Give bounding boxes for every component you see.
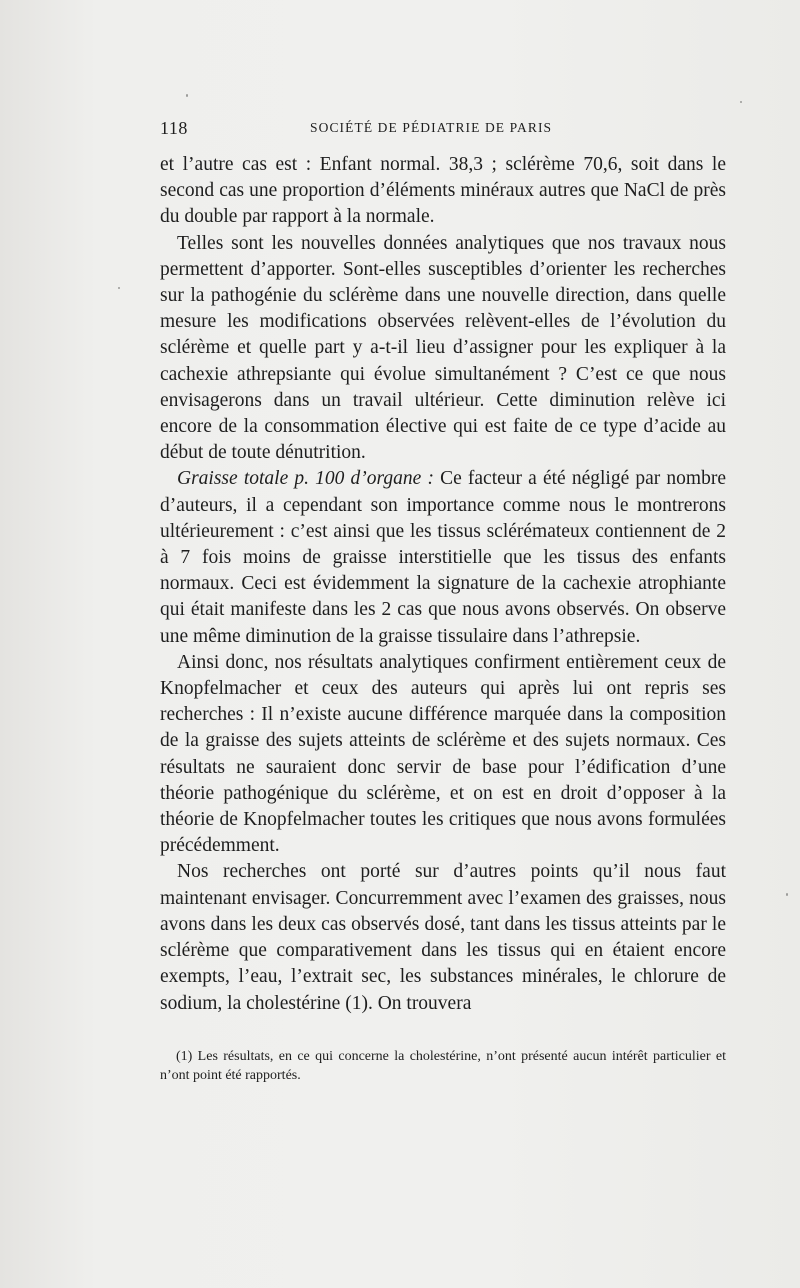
paragraph-3-text: Ce facteur a été négligé par nombre d’auteurs, il a cependant son importance comme nous le montrerons ultérieurement : c’est ainsi que les tissus sclérémateux contiennent de 2 à 7 fois moins de graisse interstitielle que les tissus des enfants normaux. Ceci est évidemment la signature de la cachexie atrophiante qui était manifeste dans les 2 cas que nous avons observés. On observe une même diminution de la graisse tissulaire dans l’athrepsie.	[160, 468, 726, 647]
running-title: SOCIÉTÉ DE PÉDIATRIE DE PARIS	[310, 120, 553, 135]
paragraph-5: Nos recherches ont porté sur d’autres points qu’il nous faut maintenant envisager. Concurremment avec l’examen des graisses, nous avons dans les deux cas observés dosé, tant dans les tissus atteints par le sclérème que comparativement dans les tissus qui en étaient encore exempts, l’eau, l’extrait sec, les substances minérales, le chlorure de sodium, la cholestérine (1). On trouvera	[160, 861, 726, 1014]
footnote	[160, 1047, 726, 1085]
paper-speck	[786, 893, 788, 896]
footnote-text: (1) Les résultats, en ce qui concerne la cholestérine, n’ont présenté aucun intérêt particulier et n’ont point été rapportés.	[160, 1049, 726, 1083]
paper-speck	[118, 287, 120, 289]
paragraph-4: Ainsi donc, nos résultats analytiques confirment entièrement ceux de Knopfelmacher et ceux des auteurs qui après lui ont repris ses recherches : Il n’existe aucune différence marquée dans la composition de la graisse des sujets atteints de sclérème et des sujets normaux. Ces résultats ne sauraient donc servir de base pour l’édification d’une théorie pathogénique du sclérème, et on est en droit d’opposer à la théorie de Knopfelmacher toutes les critiques que nous avons formulées précédemment.	[160, 651, 726, 857]
paragraph-2: Telles sont les nouvelles données analytiques que nos travaux nous permettent d’apporter. Sont-elles susceptibles d’orienter les recherches sur la pathogénie du sclérème dans une nouvelle direction, dans quelle mesure les modifications observées relèvent-elles de l’évolution du sclérème et quelle part y a-t-il lieu d’assigner pour les expliquer à la cachexie athrepsiante qui évolue simultanément ? C’est ce que nous envisagerons dans un travail ultérieur. Cette diminution relève ici encore de la consommation élective qui est faite de ce type d’acide au début de toute dénutrition.	[160, 232, 726, 464]
paragraph-3-italic-lead: Graisse totale p. 100 d’organe :	[177, 468, 434, 490]
page-number: 118	[160, 118, 188, 138]
paper-speck	[186, 94, 188, 97]
body-text	[160, 152, 726, 1017]
paragraph-1: et l’autre cas est : Enfant normal. 38,3 ; sclérème 70,6, soit dans le second cas une proportion d’éléments minéraux autres que NaCl de près du double par rapport à la normale.	[160, 154, 726, 228]
paper-speck	[740, 101, 742, 103]
page-header	[160, 118, 726, 140]
paragraph-3	[160, 466, 726, 649]
